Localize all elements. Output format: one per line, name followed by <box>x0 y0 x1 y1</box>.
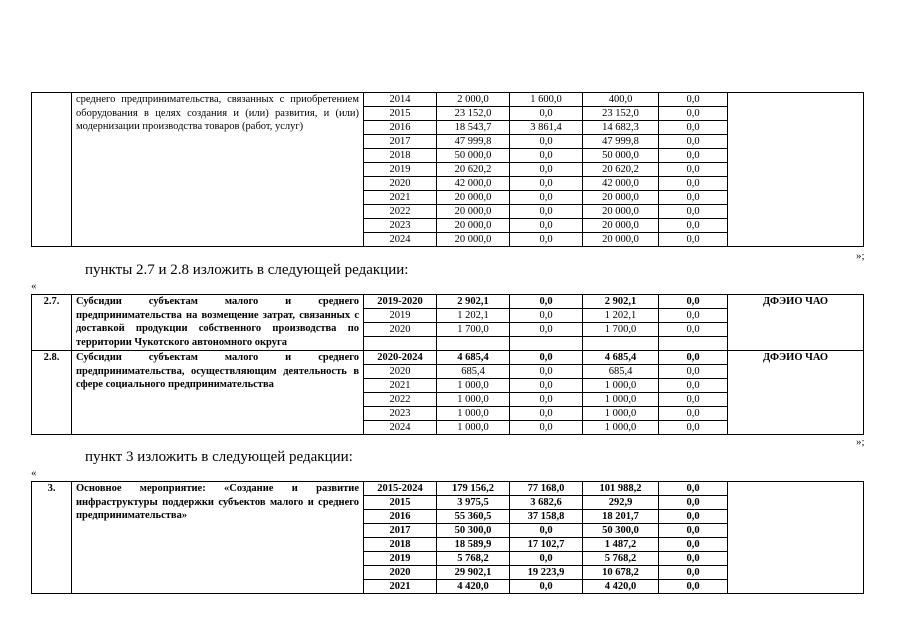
year-cell: 2019 <box>364 163 437 177</box>
item-number-cell: 3. <box>32 482 72 594</box>
other-sources-cell: 0,0 <box>659 219 728 233</box>
other-sources-cell: 0,0 <box>659 135 728 149</box>
federal-budget-cell: 0,0 <box>510 309 583 323</box>
regional-budget-cell: 4 685,4 <box>583 351 659 365</box>
federal-budget-cell: 3 682,6 <box>510 496 583 510</box>
year-cell: 2022 <box>364 205 437 219</box>
table-item-3 <box>31 481 864 594</box>
closing-quote: »; <box>856 250 865 262</box>
federal-budget-cell: 0,0 <box>510 421 583 435</box>
total-cell: 5 768,2 <box>437 552 510 566</box>
other-sources-cell: 0,0 <box>659 393 728 407</box>
other-sources-cell: 0,0 <box>659 510 728 524</box>
year-cell: 2019 <box>364 309 437 323</box>
other-sources-cell: 0,0 <box>659 524 728 538</box>
other-sources-cell: 0,0 <box>659 205 728 219</box>
federal-budget-cell: 0,0 <box>510 135 583 149</box>
year-cell: 2023 <box>364 407 437 421</box>
year-cell: 2015 <box>364 107 437 121</box>
federal-budget-cell: 17 102,7 <box>510 538 583 552</box>
total-cell: 20 620,2 <box>437 163 510 177</box>
year-cell: 2014 <box>364 93 437 107</box>
other-sources-cell: 0,0 <box>659 407 728 421</box>
total-cell: 1 000,0 <box>437 421 510 435</box>
other-sources-cell: 0,0 <box>659 538 728 552</box>
regional-budget-cell: 2 902,1 <box>583 295 659 309</box>
total-cell: 1 202,1 <box>437 309 510 323</box>
federal-budget-cell <box>510 337 583 351</box>
other-sources-cell: 0,0 <box>659 177 728 191</box>
federal-budget-cell: 0,0 <box>510 365 583 379</box>
table-row <box>32 93 864 107</box>
other-sources-cell: 0,0 <box>659 107 728 121</box>
federal-budget-cell: 0,0 <box>510 205 583 219</box>
regional-budget-cell: 20 620,2 <box>583 163 659 177</box>
year-cell: 2017 <box>364 524 437 538</box>
item-number-cell <box>32 93 72 247</box>
regional-budget-cell <box>583 337 659 351</box>
total-cell: 1 700,0 <box>437 323 510 337</box>
table-items-2-7-2-8 <box>31 294 864 435</box>
total-cell <box>437 337 510 351</box>
responsible-executor-cell <box>728 482 864 594</box>
other-sources-cell: 0,0 <box>659 93 728 107</box>
other-sources-cell: 0,0 <box>659 233 728 247</box>
year-cell: 2019-2020 <box>364 295 437 309</box>
regional-budget-cell: 1 700,0 <box>583 323 659 337</box>
total-cell: 4 420,0 <box>437 580 510 594</box>
total-cell: 20 000,0 <box>437 233 510 247</box>
section-heading: пункты 2.7 и 2.8 изложить в следующей редакции: <box>85 262 409 278</box>
other-sources-cell: 0,0 <box>659 496 728 510</box>
regional-budget-cell: 1 487,2 <box>583 538 659 552</box>
regional-budget-cell: 1 000,0 <box>583 421 659 435</box>
federal-budget-cell: 19 223,9 <box>510 566 583 580</box>
other-sources-cell: 0,0 <box>659 566 728 580</box>
year-cell: 2024 <box>364 233 437 247</box>
year-cell: 2016 <box>364 121 437 135</box>
total-cell: 2 000,0 <box>437 93 510 107</box>
total-cell: 18 589,9 <box>437 538 510 552</box>
other-sources-cell: 0,0 <box>659 149 728 163</box>
federal-budget-cell: 0,0 <box>510 323 583 337</box>
year-cell: 2021 <box>364 191 437 205</box>
regional-budget-cell: 101 988,2 <box>583 482 659 496</box>
item-description-cell: среднего предпринимательства, связанных с приобретением оборудования в целях создания и (или) развития, и (или) модернизации производства товаров (работ, услуг) <box>72 93 364 247</box>
total-cell: 18 543,7 <box>437 121 510 135</box>
year-cell: 2021 <box>364 379 437 393</box>
total-cell: 1 000,0 <box>437 393 510 407</box>
year-cell: 2020 <box>364 323 437 337</box>
other-sources-cell <box>659 337 728 351</box>
regional-budget-cell: 1 000,0 <box>583 407 659 421</box>
federal-budget-cell: 0,0 <box>510 393 583 407</box>
closing-quote: »; <box>856 436 865 448</box>
federal-budget-cell: 0,0 <box>510 163 583 177</box>
regional-budget-cell: 1 000,0 <box>583 379 659 393</box>
item-description-cell: Основное мероприятие: «Создание и развитие инфраструктуры поддержки субъектов малого и среднего предпринимательства» <box>72 482 364 594</box>
year-cell: 2018 <box>364 149 437 163</box>
regional-budget-cell: 5 768,2 <box>583 552 659 566</box>
regional-budget-cell: 42 000,0 <box>583 177 659 191</box>
table-row <box>32 295 864 309</box>
responsible-executor-cell: ДФЭИО ЧАО <box>728 295 864 351</box>
federal-budget-cell: 0,0 <box>510 233 583 247</box>
federal-budget-cell: 0,0 <box>510 295 583 309</box>
item-number-cell: 2.8. <box>32 351 72 435</box>
item-number-cell: 2.7. <box>32 295 72 351</box>
other-sources-cell: 0,0 <box>659 163 728 177</box>
total-cell: 20 000,0 <box>437 191 510 205</box>
year-cell: 2021 <box>364 580 437 594</box>
total-cell: 29 902,1 <box>437 566 510 580</box>
federal-budget-cell: 0,0 <box>510 379 583 393</box>
regional-budget-cell: 23 152,0 <box>583 107 659 121</box>
other-sources-cell: 0,0 <box>659 379 728 393</box>
federal-budget-cell: 0,0 <box>510 191 583 205</box>
year-cell <box>364 337 437 351</box>
table-row <box>32 482 864 496</box>
opening-quote: « <box>31 280 37 292</box>
regional-budget-cell: 18 201,7 <box>583 510 659 524</box>
regional-budget-cell: 20 000,0 <box>583 233 659 247</box>
total-cell: 685,4 <box>437 365 510 379</box>
federal-budget-cell: 3 861,4 <box>510 121 583 135</box>
year-cell: 2022 <box>364 393 437 407</box>
regional-budget-cell: 20 000,0 <box>583 219 659 233</box>
federal-budget-cell: 1 600,0 <box>510 93 583 107</box>
regional-budget-cell: 50 000,0 <box>583 149 659 163</box>
regional-budget-cell: 14 682,3 <box>583 121 659 135</box>
section-heading: пункт 3 изложить в следующей редакции: <box>85 449 353 465</box>
federal-budget-cell: 0,0 <box>510 524 583 538</box>
total-cell: 55 360,5 <box>437 510 510 524</box>
total-cell: 179 156,2 <box>437 482 510 496</box>
regional-budget-cell: 685,4 <box>583 365 659 379</box>
federal-budget-cell: 0,0 <box>510 177 583 191</box>
total-cell: 3 975,5 <box>437 496 510 510</box>
other-sources-cell: 0,0 <box>659 482 728 496</box>
regional-budget-cell: 20 000,0 <box>583 205 659 219</box>
other-sources-cell: 0,0 <box>659 351 728 365</box>
year-cell: 2024 <box>364 421 437 435</box>
other-sources-cell: 0,0 <box>659 191 728 205</box>
year-cell: 2016 <box>364 510 437 524</box>
other-sources-cell: 0,0 <box>659 365 728 379</box>
year-cell: 2020-2024 <box>364 351 437 365</box>
table-row <box>32 351 864 365</box>
year-cell: 2015-2024 <box>364 482 437 496</box>
regional-budget-cell: 50 300,0 <box>583 524 659 538</box>
other-sources-cell: 0,0 <box>659 323 728 337</box>
federal-budget-cell: 37 158,8 <box>510 510 583 524</box>
year-cell: 2020 <box>364 566 437 580</box>
item-description-cell: Субсидии субъектам малого и среднего предпринимательства на возмещение затрат, связанных с доставкой продукции собственного производства по территории Чукотского автономного округа <box>72 295 364 351</box>
total-cell: 50 300,0 <box>437 524 510 538</box>
total-cell: 50 000,0 <box>437 149 510 163</box>
total-cell: 47 999,8 <box>437 135 510 149</box>
total-cell: 42 000,0 <box>437 177 510 191</box>
regional-budget-cell: 1 202,1 <box>583 309 659 323</box>
year-cell: 2020 <box>364 365 437 379</box>
opening-quote: « <box>31 467 37 479</box>
total-cell: 23 152,0 <box>437 107 510 121</box>
federal-budget-cell: 0,0 <box>510 552 583 566</box>
other-sources-cell: 0,0 <box>659 309 728 323</box>
other-sources-cell: 0,0 <box>659 121 728 135</box>
responsible-executor-cell <box>728 93 864 247</box>
year-cell: 2019 <box>364 552 437 566</box>
total-cell: 20 000,0 <box>437 219 510 233</box>
federal-budget-cell: 0,0 <box>510 580 583 594</box>
federal-budget-cell: 0,0 <box>510 149 583 163</box>
federal-budget-cell: 0,0 <box>510 219 583 233</box>
federal-budget-cell: 0,0 <box>510 107 583 121</box>
year-cell: 2018 <box>364 538 437 552</box>
year-cell: 2020 <box>364 177 437 191</box>
total-cell: 2 902,1 <box>437 295 510 309</box>
regional-budget-cell: 20 000,0 <box>583 191 659 205</box>
federal-budget-cell: 0,0 <box>510 407 583 421</box>
regional-budget-cell: 292,9 <box>583 496 659 510</box>
total-cell: 1 000,0 <box>437 379 510 393</box>
other-sources-cell: 0,0 <box>659 552 728 566</box>
table-continuation <box>31 92 864 247</box>
year-cell: 2015 <box>364 496 437 510</box>
other-sources-cell: 0,0 <box>659 421 728 435</box>
item-description-cell: Субсидии субъектам малого и среднего предпринимательства, осуществляющим деятельность в сфере социального предпринимательства <box>72 351 364 435</box>
regional-budget-cell: 47 999,8 <box>583 135 659 149</box>
regional-budget-cell: 1 000,0 <box>583 393 659 407</box>
federal-budget-cell: 0,0 <box>510 351 583 365</box>
other-sources-cell: 0,0 <box>659 580 728 594</box>
regional-budget-cell: 4 420,0 <box>583 580 659 594</box>
year-cell: 2017 <box>364 135 437 149</box>
year-cell: 2023 <box>364 219 437 233</box>
responsible-executor-cell: ДФЭИО ЧАО <box>728 351 864 435</box>
total-cell: 20 000,0 <box>437 205 510 219</box>
regional-budget-cell: 10 678,2 <box>583 566 659 580</box>
regional-budget-cell: 400,0 <box>583 93 659 107</box>
federal-budget-cell: 77 168,0 <box>510 482 583 496</box>
total-cell: 4 685,4 <box>437 351 510 365</box>
other-sources-cell: 0,0 <box>659 295 728 309</box>
total-cell: 1 000,0 <box>437 407 510 421</box>
